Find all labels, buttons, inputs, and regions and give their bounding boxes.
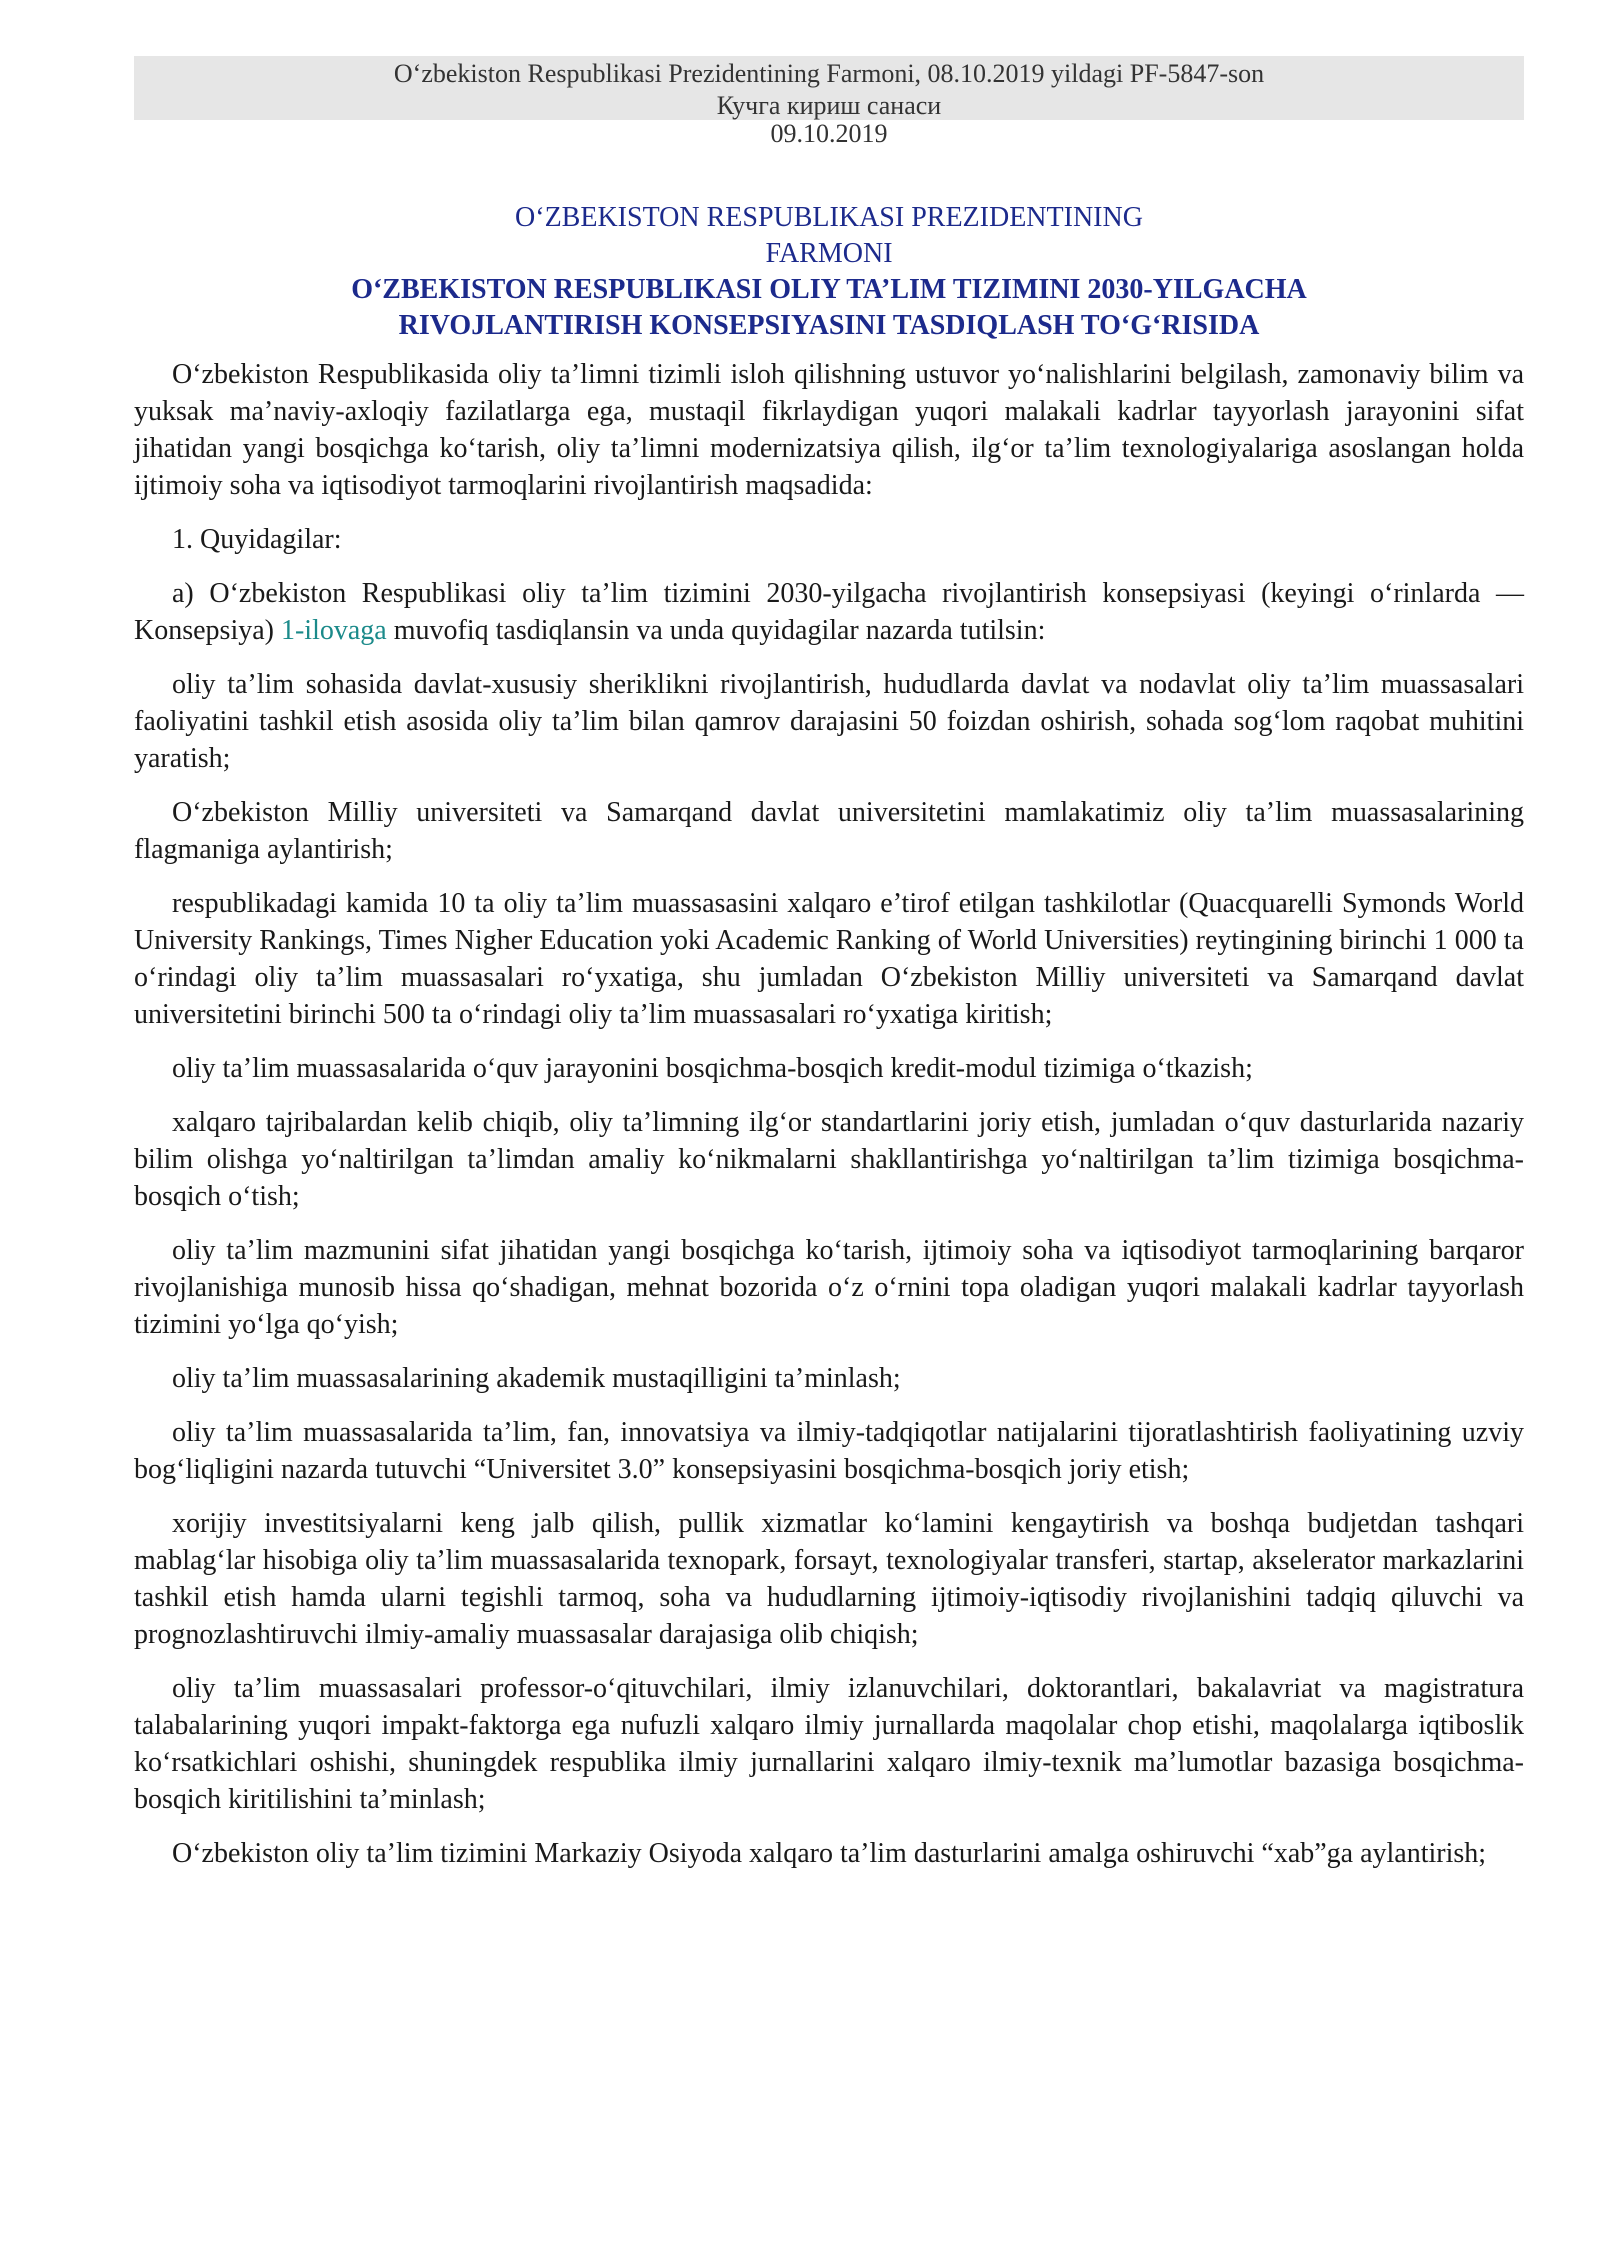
intro-paragraph: O‘zbekiston Respublikasida oliy ta’limni tizimli isloh qilishning ustuvor yo‘nalishlarini belgilash, zamonaviy bilim va yuksak ma’naviy-axloqiy fazilatlarga ega, mustaqil fikrlaydigan yuqori malakali kadrlar tayyorlash jarayonini sifat jihatidan yangi bosqichga ko‘tarish, oliy ta’limni modernizatsiya qilish, ilg‘or ta’lim texnologiyalariga asoslangan holda ijtimoiy soha va iqtisodiyot tarmoqlarini rivojlantirish maqsadida: bbox=[134, 359, 1524, 501]
list-item: oliy ta’lim muassasalarida ta’lim, fan, innovatsiya va ilmiy-tadqiqotlar natijalarini tijoratlashtirish faoliyatining uzviy bog‘liqligini nazarda tutuvchi “Universitet 3.0” konsepsiyasini bosqichma-bosqich joriy etish; bbox=[134, 1417, 1524, 1485]
list-item: oliy ta’lim muassasalarida o‘quv jarayonini bosqichma-bosqich kredit-modul tizimiga o‘tkazish; bbox=[172, 1053, 1253, 1084]
list-item: xalqaro tajribalardan kelib chiqib, oliy ta’limning ilg‘or standartlarini joriy etish, jumladan o‘quv dasturlarida nazariy bilim olishga yo‘naltirilgan ta’limdan amaliy ko‘nikmalarni shakllantirishga yo‘naltirilgan ta’lim tizimiga bosqichma-bosqich o‘tish; bbox=[134, 1107, 1524, 1212]
clause-1-heading: 1. Quyidagilar: bbox=[172, 524, 342, 555]
document-page bbox=[134, 56, 1524, 1889]
clause-1a-paragraph bbox=[134, 575, 1524, 649]
header-decree-reference: O‘zbekiston Respublikasi Prezidentining Farmoni, 08.10.2019 yildagi PF-5847-son bbox=[393, 59, 1265, 88]
document-body bbox=[134, 356, 1524, 1872]
list-item: respublikadagi kamida 10 ta oliy ta’lim muassasasini xalqaro e’tirof etilgan tashkilotlar (Quacquarelli Symonds World University Rankings, Times Nigher Education yoki Academic Ranking of World Universities) reytingining birinchi 1 000 ta o‘rindagi oliy ta’lim muassasalari ro‘yxatiga, shu jumladan O‘zbekiston Milliy universiteti va Samarqand davlat universitetini birinchi 500 ta o‘rindagi oliy ta’lim muassasalari ro‘yxatiga kiritish; bbox=[134, 888, 1524, 1030]
list-item: oliy ta’lim muassasalarining akademik mustaqilligini ta’minlash; bbox=[172, 1363, 901, 1394]
document-title bbox=[134, 200, 1524, 344]
annex-1-link[interactable]: 1-ilovaga bbox=[280, 615, 387, 646]
list-item: oliy ta’lim mazmunini sifat jihatidan yangi bosqichga ko‘tarish, ijtimoiy soha va iqtisodiyot tarmoqlarining barqaror rivojlanishiga munosib hissa qo‘shadigan, mehnat bozorida o‘z o‘rnini topa oladigan yuqori malakali kadrlar tayyorlash tizimini yo‘lga qo‘yish; bbox=[134, 1235, 1524, 1340]
list-item: O‘zbekiston oliy ta’lim tizimini Markaziy Osiyoda xalqaro ta’lim dasturlarini amalga oshiruvchi “xab”ga aylantirish; bbox=[172, 1838, 1487, 1869]
clause-1a-text-after: muvofiq tasdiqlansin va unda quyidagilar nazarda tutilsin: bbox=[386, 615, 1046, 646]
title-doc-type: FARMONI bbox=[765, 238, 893, 269]
title-subject-line-2: RIVOJLANTIRISH KONSEPSIYASINI TASDIQLASH TO‘G‘RISIDA bbox=[398, 310, 1260, 341]
header-effective-label: Кучга кириш санаси bbox=[716, 91, 942, 120]
title-issuer: O‘ZBEKISTON RESPUBLIKASI PREZIDENTINING bbox=[515, 202, 1143, 233]
title-subject-line-1: O‘ZBEKISTON RESPUBLIKASI OLIY TA’LIM TIZIMINI 2030-YILGACHA bbox=[351, 274, 1307, 305]
header-effective-date: 09.10.2019 bbox=[770, 119, 888, 148]
clause-1a-text-before: a) O‘zbekiston Respublikasi oliy ta’lim tizimini 2030-yilgacha rivojlantirish konsepsiyasi (keyingi o‘rinlarda — Konsepsiya) bbox=[134, 578, 1524, 646]
document-header bbox=[134, 56, 1524, 120]
list-item: xorijiy investitsiyalarni keng jalb qilish, pullik xizmatlar ko‘lamini kengaytirish va boshqa budjetdan tashqari mablag‘lar hisobiga oliy ta’lim muassasalarida texnopark, forsayt, texnologiyalar transferi, startap, akselerator markazlarini tashkil etish hamda ularni tegishli tarmoq, soha va hududlarning ijtimoiy-iqtisodiy rivojlanishini tadqiq qiluvchi va prognozlashtiruvchi ilmiy-amaliy muassasalar darajasiga olib chiqish; bbox=[134, 1508, 1524, 1650]
list-item: oliy ta’lim muassasalari professor-o‘qituvchilari, ilmiy izlanuvchilari, doktorantlari, bakalavriat va magistratura talabalarining yuqori impakt-faktorga ega nufuzli xalqaro ilmiy jurnallarda maqolalar chop etishi, maqolalarga iqtiboslik ko‘rsatkichlari oshishi, shuningdek respublika ilmiy jurnallarini xalqaro ilmiy-texnik ma’lumotlar bazasiga bosqichma-bosqich kiritilishini ta’minlash; bbox=[134, 1673, 1524, 1815]
list-item: O‘zbekiston Milliy universiteti va Samarqand davlat universitetini mamlakatimiz oliy ta’lim muassasalarining flagmaniga aylantirish; bbox=[134, 797, 1524, 865]
list-item: oliy ta’lim sohasida davlat-xususiy sheriklikni rivojlantirish, hududlarda davlat va nodavlat oliy ta’lim muassasalari faoliyatini tashkil etish asosida oliy ta’lim bilan qamrov darajasini 50 foizdan oshirish, sohada sog‘lom raqobat muhitini yaratish; bbox=[134, 669, 1524, 774]
